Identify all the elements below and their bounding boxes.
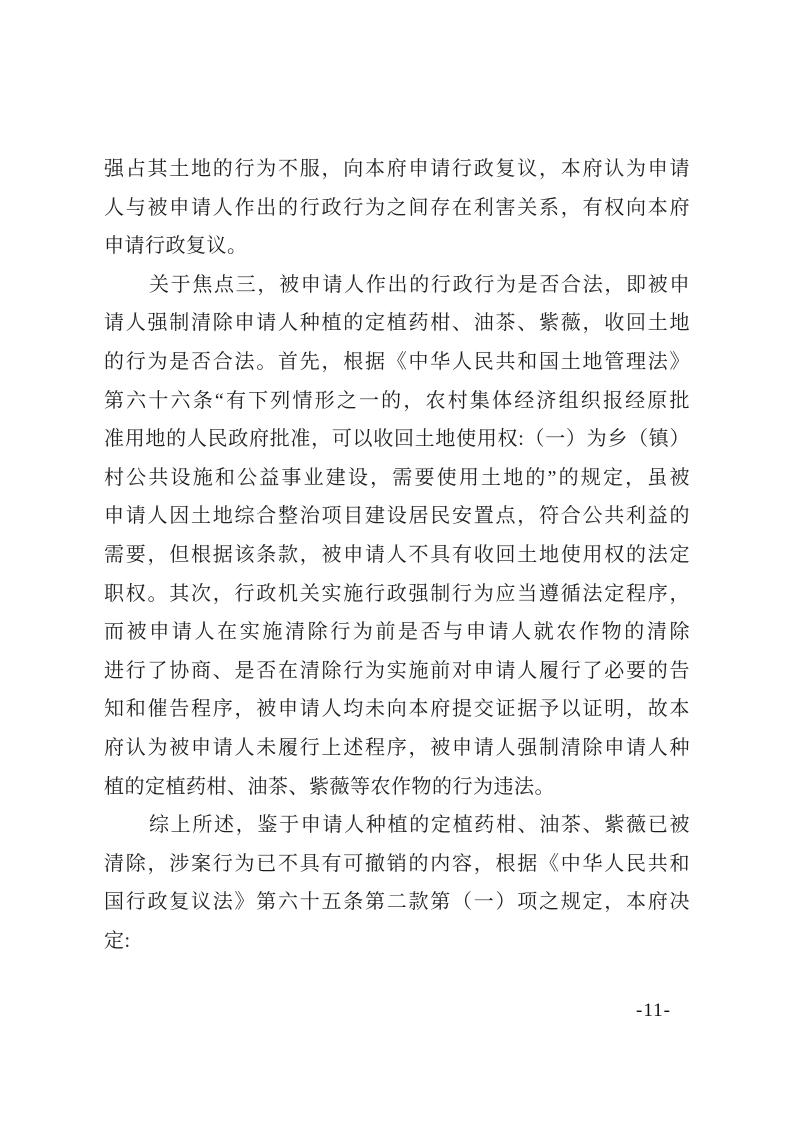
text-line: 的行为是否合法。首先，根据《中华人民共和国土地管理法》 bbox=[104, 350, 690, 373]
text-line: 植的定植药柑、油茶、紫薇等农作物的行为违法。 bbox=[104, 775, 555, 798]
text-line: 第六十六条“有下列情形之一的，农村集体经济组织报经原批 bbox=[104, 389, 690, 412]
text-line: 强占其土地的行为不服，向本府申请行政复议，本府认为申请 bbox=[104, 158, 690, 180]
text-line: 定: bbox=[104, 929, 131, 952]
text-line: 村公共设施和公益事业建设，需要使用土地的”的规定，虽被 bbox=[104, 466, 690, 489]
text-line: 清除，涉案行为已不具有可撤销的内容，根据《中华人民共和 bbox=[104, 852, 690, 875]
paragraph bbox=[104, 150, 690, 266]
text-line: 人与被申请人作出的行政行为之间存在利害关系，有权向本府 bbox=[104, 196, 690, 219]
text-line: 知和催告程序，被申请人均未向本府提交证据予以证明，故本 bbox=[104, 698, 690, 721]
text-line: 国行政复议法》第六十五条第二款第（一）项之规定，本府决 bbox=[104, 891, 690, 914]
text-line: 进行了协商、是否在清除行为实施前对申请人履行了必要的告 bbox=[104, 659, 690, 682]
paragraph bbox=[104, 266, 690, 806]
text-line: 请人强制清除申请人种植的定植药柑、油茶、紫薇，收回土地 bbox=[104, 312, 690, 335]
paragraph bbox=[104, 806, 690, 960]
text-line: 关于焦点三，被申请人作出的行政行为是否合法，即被申 bbox=[149, 273, 690, 296]
text-line: 申请人因土地综合整治项目建设居民安置点，符合公共利益的 bbox=[104, 505, 690, 528]
text-line: 综上所述，鉴于申请人种植的定植药柑、油茶、紫薇已被 bbox=[149, 814, 690, 837]
text-line: 需要，但根据该条款，被申请人不具有收回土地使用权的法定 bbox=[104, 543, 690, 566]
text-line: 准用地的人民政府批准，可以收回土地使用权:（一）为乡（镇） bbox=[104, 428, 690, 451]
page-number: -11- bbox=[636, 1000, 671, 1021]
text-line: 申请行政复议。 bbox=[104, 235, 248, 258]
text-line: 而被申请人在实施清除行为前是否与申请人就农作物的清除 bbox=[104, 621, 690, 644]
text-line: 职权。其次，行政机关实施行政强制行为应当遵循法定程序， bbox=[104, 582, 690, 605]
document-body bbox=[104, 150, 690, 960]
text-line: 府认为被申请人未履行上述程序，被申请人强制清除申请人种 bbox=[104, 736, 690, 759]
